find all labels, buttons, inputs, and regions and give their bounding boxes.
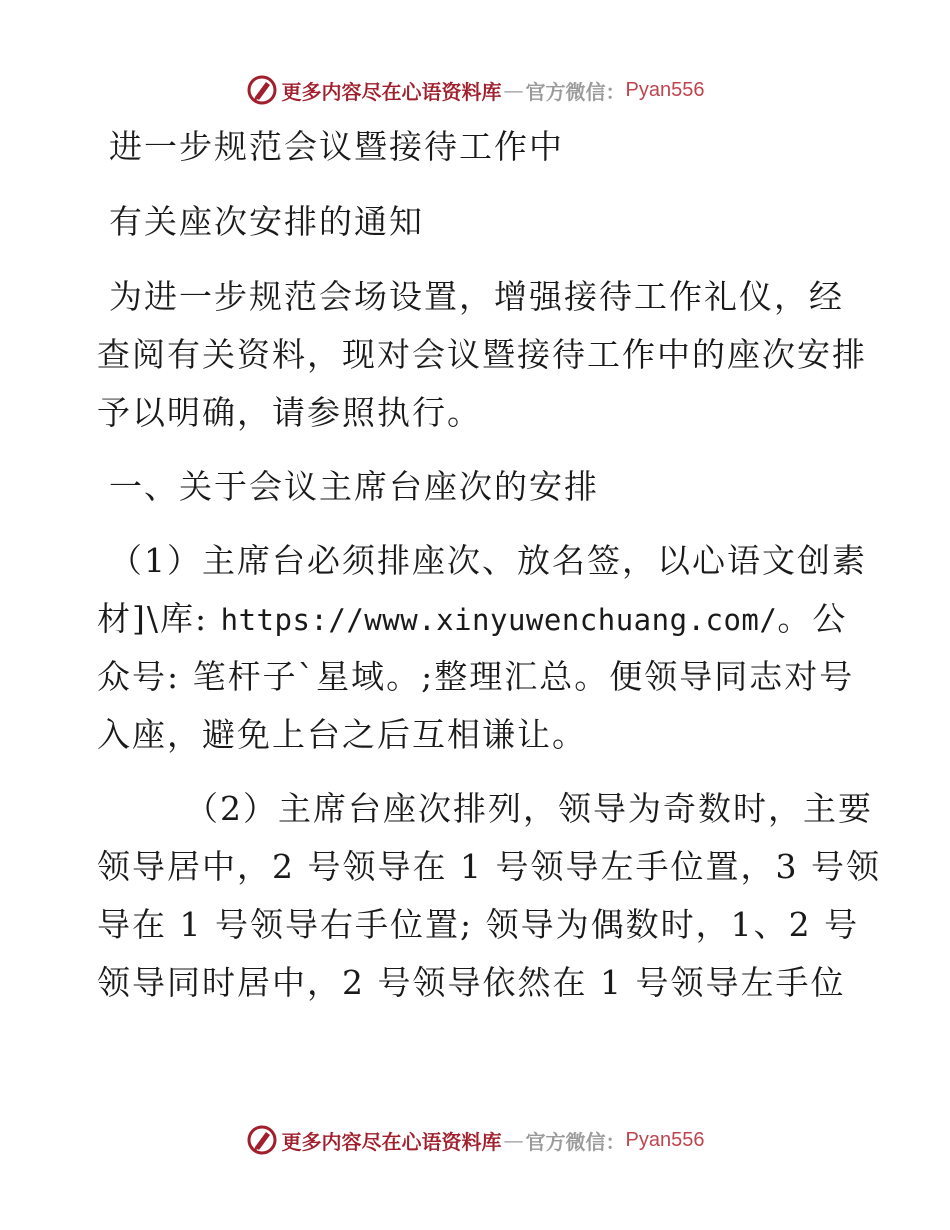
document-title-line-1: 进一步规范会议暨接待工作中 (109, 127, 564, 166)
intro-line: 查阅有关资料，现对会议暨接待工作中的座次安排 (97, 335, 867, 374)
item-2-line: 领导同时居中，2 号领导依然在 1 号领导左手位 (97, 963, 846, 1002)
pen-circle-icon (246, 1124, 278, 1156)
item-1-line: （1）主席台必须排座次、放名签，以心语文创素 (109, 541, 867, 580)
header-watermark (0, 70, 950, 110)
watermark-label: 官方微信： (525, 79, 626, 104)
item-1-line: 入座，避免上台之后互相谦让。 (97, 715, 587, 754)
section-1-heading: 一、关于会议主席台座次的安排 (109, 467, 599, 506)
item-2-line: （2）主席台座次排列，领导为奇数时，主要 (185, 789, 873, 828)
watermark-wechat-id: Pyan556 (625, 78, 705, 101)
watermark-wechat-id: Pyan556 (625, 1128, 705, 1151)
item-1-suffix: 。公 (777, 599, 848, 638)
pen-circle-icon (246, 74, 278, 106)
intro-line: 予以明确，请参照执行。 (97, 393, 482, 432)
footer-watermark (0, 1120, 950, 1160)
item-1-prefix: 材]\库: (97, 599, 221, 638)
item-1-line: 众号: 笔杆子`星域。;整理汇总。便领导同志对号 (97, 657, 855, 696)
item-1-url: https://www.xinyuwenchuang.com/ (220, 603, 778, 637)
watermark-separator: — (503, 78, 524, 102)
watermark-label: 官方微信： (525, 1129, 626, 1154)
document-title-line-2: 有关座次安排的通知 (109, 202, 424, 241)
watermark-separator: — (503, 1128, 524, 1152)
item-2-line: 导在 1 号领导右手位置; 领导为偶数时，1、2 号 (97, 905, 860, 944)
item-1-line (97, 590, 857, 648)
intro-line: 为进一步规范会场设置，增强接待工作礼仪，经 (109, 277, 844, 316)
document-body (97, 118, 881, 1012)
item-2-line: 领导居中，2 号领导在 1 号领导左手位置，3 号领 (97, 847, 881, 886)
watermark-text: 更多内容尽在心语资料库 (281, 1129, 502, 1154)
watermark-text: 更多内容尽在心语资料库 (281, 79, 502, 104)
